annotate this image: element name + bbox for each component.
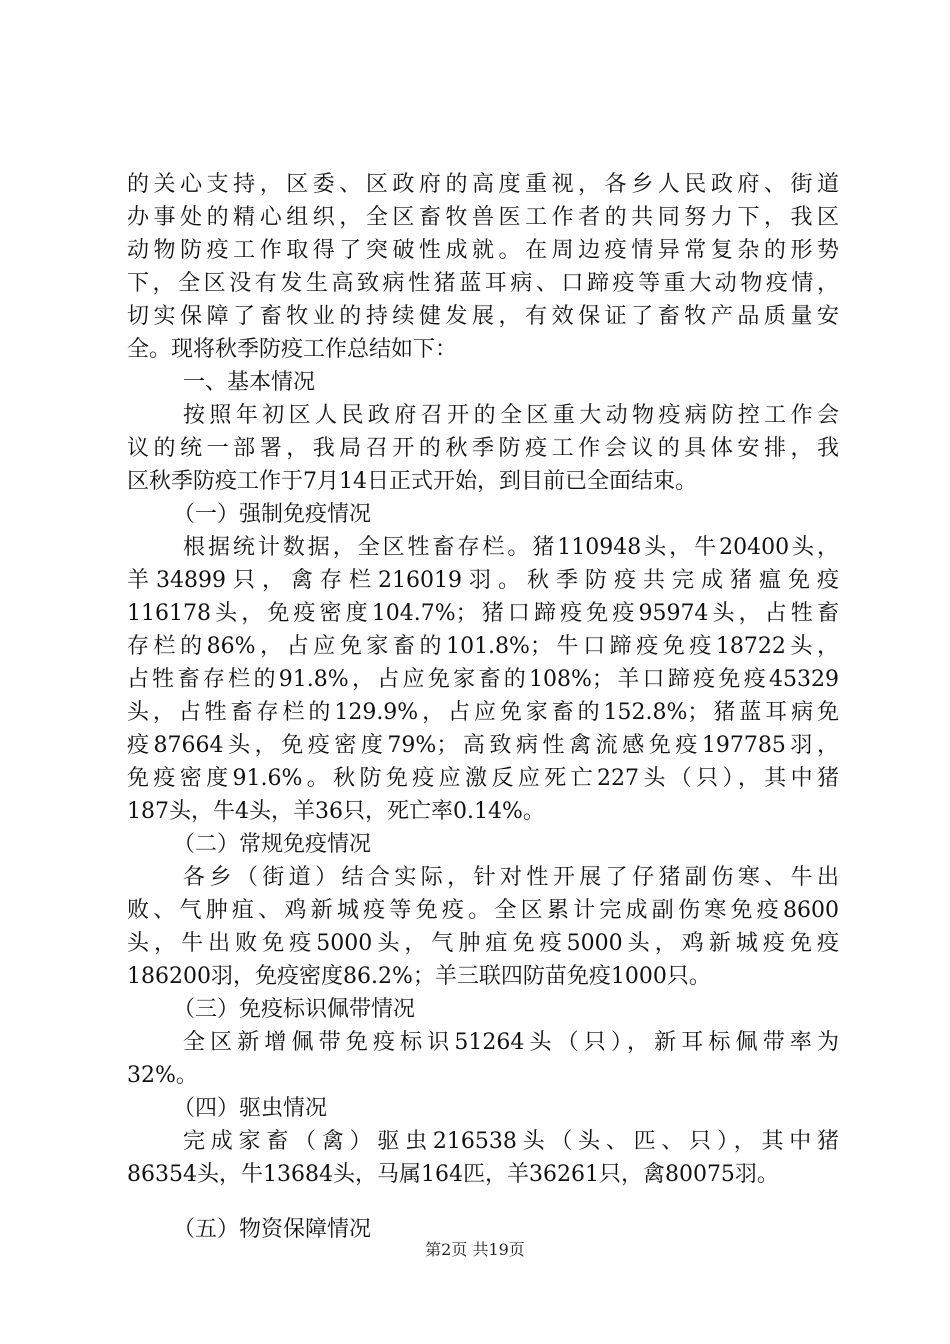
paragraph-line: 区秋季防疫工作于7月14日正式开始，到目前已全面结束。 (127, 469, 697, 494)
paragraph-line: 头，牛出败免疫5000头，气肿疽免疫5000头，鸡新城疫免疫 (127, 931, 839, 956)
paragraph-line: 存栏的86%，占应免家畜的101.8%；牛口蹄疫免疫18722头， (127, 634, 839, 659)
page-footer: 第2页 共19页 (425, 1240, 525, 1259)
paragraph-line: 占牲畜存栏的91.8%，占应免家畜的108%；羊口蹄疫免疫45329 (127, 667, 839, 692)
paragraph-line: 羊34899只，禽存栏216019羽。秋季防疫共完成猪瘟免疫 (127, 568, 839, 593)
paragraph-line: 全区新增佩带免疫标识51264头（只），新耳标佩带率为 (183, 1030, 839, 1055)
paragraph-line: 全。现将秋季防疫工作总结如下： (127, 337, 458, 362)
paragraph-line: 116178头，免疫密度104.7%；猪口蹄疫免疫95974头，占牲畜 (127, 601, 839, 626)
paragraph-line: 各乡（街道）结合实际，针对性开展了仔猪副伤寒、牛出 (183, 865, 839, 890)
paragraph-line: 免疫密度91.6%。秋防免疫应激反应死亡227头（只），其中猪 (127, 766, 839, 791)
paragraph-line: 头，占牲畜存栏的129.9%，占应免家畜的152.8%；猪蓝耳病免 (127, 700, 839, 725)
paragraph-line: 疫87664头，免疫密度79%；高致病性禽流感免疫197785羽， (127, 733, 839, 758)
paragraph-line: 下，全区没有发生高致病性猪蓝耳病、口蹄疫等重大动物疫情， (127, 271, 839, 296)
section-heading-basic: 一、基本情况 (183, 370, 316, 395)
paragraph-line: 切实保障了畜牧业的持续健发展，有效保证了畜牧产品质量安 (127, 304, 839, 329)
paragraph-line: 完成家畜（禽）驱虫216538头（头、匹、只），其中猪 (183, 1129, 839, 1154)
paragraph-line: 32%。 (127, 1063, 198, 1088)
document-body (127, 168, 839, 1246)
subsection-heading-mandatory: （一）强制免疫情况 (173, 502, 372, 527)
paragraph-line: 议的统一部署，我局召开的秋季防疫工作会议的具体安排，我 (127, 436, 839, 461)
subsection-heading-supplies: （五）物资保障情况 (173, 1217, 372, 1242)
paragraph-gap (127, 1191, 839, 1213)
paragraph-line: 根据统计数据，全区牲畜存栏。猪110948头，牛20400头， (183, 535, 839, 560)
paragraph-line: 86354头，牛13684头，马属164匹，羊36261只，禽80075羽。 (127, 1162, 779, 1187)
paragraph-line: 按照年初区人民政府召开的全区重大动物疫病防控工作会 (183, 403, 839, 428)
paragraph-line: 186200羽，免疫密度86.2%；羊三联四防苗免疫1000只。 (127, 964, 711, 989)
subsection-heading-routine: （二）常规免疫情况 (173, 832, 372, 857)
paragraph-line: 办事处的精心组织，全区畜牧兽医工作者的共同努力下，我区 (127, 205, 839, 230)
paragraph-line: 的关心支持，区委、区政府的高度重视，各乡人民政府、街道 (127, 172, 839, 197)
paragraph-line: 动物防疫工作取得了突破性成就。在周边疫情异常复杂的形势 (127, 238, 839, 263)
subsection-heading-tags: （三）免疫标识佩带情况 (173, 997, 416, 1022)
paragraph-line: 187头，牛4头，羊36只，死亡率0.14%。 (127, 799, 545, 824)
subsection-heading-deworming: （四）驱虫情况 (173, 1096, 328, 1121)
paragraph-line: 败、气肿疽、鸡新城疫等免疫。全区累计完成副伤寒免疫8600 (127, 898, 839, 923)
